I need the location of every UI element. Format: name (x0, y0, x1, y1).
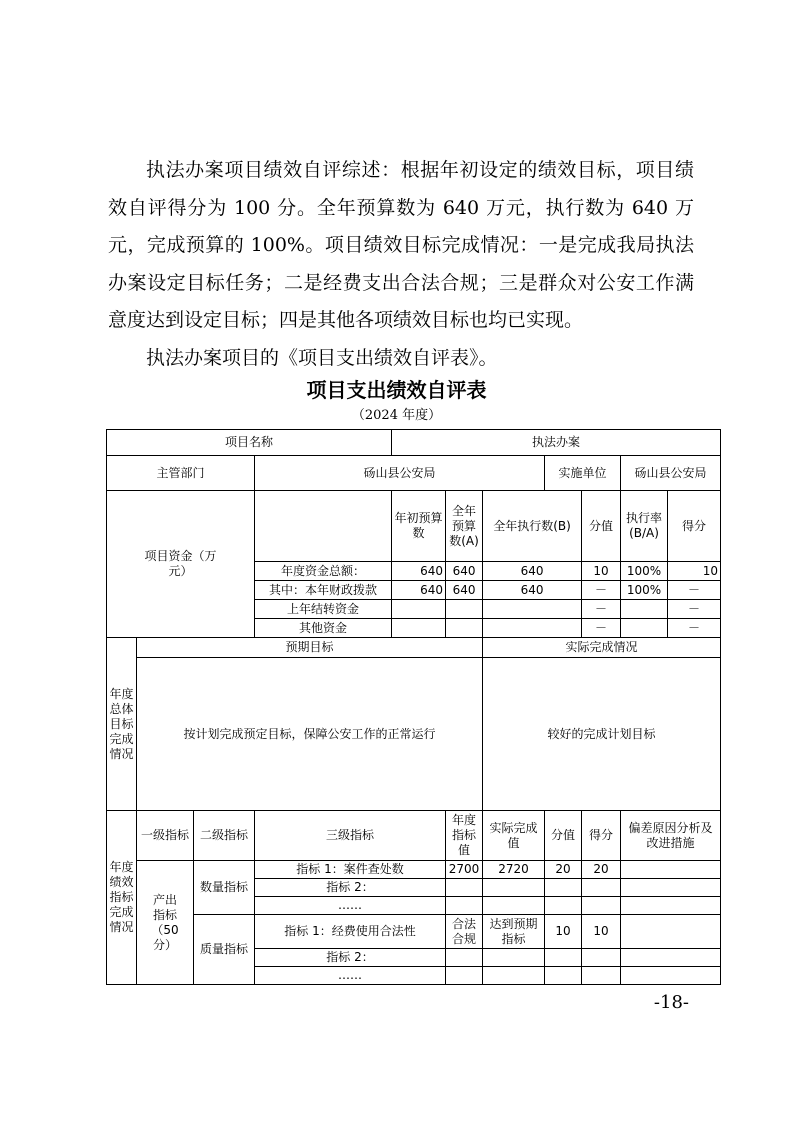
page-number: -18- (653, 992, 689, 1013)
self-evaluation-table (106, 429, 721, 985)
indicator-name: …… (255, 897, 446, 915)
funds-header-executed: 全年执行数(B) (483, 491, 582, 562)
reference-paragraph: 执法办案项目的《项目支出绩效自评表》。 (146, 347, 498, 369)
actual-goal-text: 较好的完成计划目标 (483, 658, 721, 811)
indicator-annual: 合法合规 (446, 915, 483, 949)
funds-rate: 100% (621, 581, 668, 600)
indicator-actual (483, 967, 545, 985)
indicator-name: …… (255, 967, 446, 985)
indicator-annual (446, 967, 483, 985)
funds-rate (621, 600, 668, 619)
ind-header-level3: 三级指标 (255, 811, 446, 861)
indicator-reason (621, 915, 721, 949)
funds-budget: 640 (446, 581, 483, 600)
funds-score: － (668, 600, 721, 619)
indicator-score (582, 949, 621, 967)
indicator-score: 20 (582, 861, 621, 879)
funds-rate: 100% (621, 562, 668, 581)
indicator-actual (483, 879, 545, 897)
overall-goal-label: 年度总体目标完成情况 (107, 638, 137, 811)
indicator-annual: 2700 (446, 861, 483, 879)
indicator-actual: 2720 (483, 861, 545, 879)
indicator-reason (621, 949, 721, 967)
quantity-indicator-label: 数量指标 (194, 861, 255, 915)
funds-score: － (668, 581, 721, 600)
funds-header-budget: 全年预算数(A) (446, 491, 483, 562)
funds-header-blank (255, 491, 392, 562)
indicator-name: 指标 2： (255, 949, 446, 967)
indicator-name: 指标 1：案件查处数 (255, 861, 446, 879)
funds-executed: 640 (483, 562, 582, 581)
actual-goal-header: 实际完成情况 (483, 638, 721, 658)
funds-initial (392, 600, 446, 619)
funds-row-label: 其他资金 (255, 619, 392, 638)
dept-label: 主管部门 (107, 456, 255, 491)
funds-row-label: 上年结转资金 (255, 600, 392, 619)
form-year: （2024 年度） (351, 408, 442, 423)
indicator-annual (446, 897, 483, 915)
funds-header-score-value: 分值 (582, 491, 621, 562)
form-title: 项目支出绩效自评表 (306, 378, 487, 402)
indicator-annual (446, 879, 483, 897)
funds-score: 10 (668, 562, 721, 581)
funds-budget (446, 600, 483, 619)
expected-goal-text: 按计划完成预定目标，保障公安工作的正常运行 (137, 658, 483, 811)
indicator-score-value: 10 (545, 915, 582, 949)
funds-budget: 640 (446, 562, 483, 581)
indicator-reason (621, 861, 721, 879)
indicator-annual (446, 949, 483, 967)
indicator-reason (621, 967, 721, 985)
indicator-actual (483, 949, 545, 967)
indicator-score-value (545, 879, 582, 897)
funds-score-value: － (582, 600, 621, 619)
ind-header-score: 得分 (582, 811, 621, 861)
funds-score: － (668, 619, 721, 638)
funds-header-initial: 年初预算数 (392, 491, 446, 562)
funds-initial (392, 619, 446, 638)
dept-value: 砀山县公安局 (255, 456, 545, 491)
indicator-score (582, 879, 621, 897)
indicator-actual: 达到预期指标 (483, 915, 545, 949)
quality-indicator-label: 质量指标 (194, 915, 255, 985)
ind-header-annual: 年度指标值 (446, 811, 483, 861)
funds-budget (446, 619, 483, 638)
ind-header-level2: 二级指标 (194, 811, 255, 861)
indicator-score-value (545, 967, 582, 985)
ind-header-reason: 偏差原因分析及改进措施 (621, 811, 721, 861)
indicator-score (582, 967, 621, 985)
indicators-label: 年度绩效指标完成情况 (107, 811, 137, 985)
indicator-score-value: 20 (545, 861, 582, 879)
funds-score-value: － (582, 619, 621, 638)
ind-header-score-value: 分值 (545, 811, 582, 861)
impl-unit-value: 砀山县公安局 (621, 456, 721, 491)
output-indicator-label: 产出指标（50分） (137, 861, 194, 985)
funds-initial: 640 (392, 581, 446, 600)
project-name: 执法办案 (392, 430, 721, 456)
indicator-name: 指标 1：经费使用合法性 (255, 915, 446, 949)
funds-executed (483, 619, 582, 638)
indicator-score-value (545, 897, 582, 915)
indicator-name: 指标 2： (255, 879, 446, 897)
funds-executed: 640 (483, 581, 582, 600)
indicator-score (582, 897, 621, 915)
funds-executed (483, 600, 582, 619)
funds-row-label: 年度资金总额： (255, 562, 392, 581)
funds-score-value: － (582, 581, 621, 600)
indicator-score-value (545, 949, 582, 967)
funds-rate (621, 619, 668, 638)
summary-paragraph: 执法办案项目绩效自评综述：根据年初设定的绩效目标，项目绩效自评得分为 100 分。全年预算数为 640 万元，执行数为 640 万元，完成预算的 100%。项目绩效目标完成情况：一是完成我局执法办案设定目标任务；二是经费支出合法合规；三是群众对公安工作满意度达到设定目标；四是其他各项绩效目标也均已实现。 (108, 159, 694, 331)
ind-header-actual: 实际完成值 (483, 811, 545, 861)
funds-header-score: 得分 (668, 491, 721, 562)
funds-header-rate: 执行率(B/A) (621, 491, 668, 562)
funds-initial: 640 (392, 562, 446, 581)
funds-score-value: 10 (582, 562, 621, 581)
project-name-label: 项目名称 (107, 430, 392, 456)
indicator-reason (621, 879, 721, 897)
funds-label: 项目资金（万元） (107, 491, 255, 638)
impl-unit-label: 实施单位 (545, 456, 621, 491)
funds-row-label: 其中：本年财政拨款 (255, 581, 392, 600)
indicator-actual (483, 897, 545, 915)
ind-header-level1: 一级指标 (137, 811, 194, 861)
indicator-score: 10 (582, 915, 621, 949)
indicator-reason (621, 897, 721, 915)
expected-goal-header: 预期目标 (137, 638, 483, 658)
